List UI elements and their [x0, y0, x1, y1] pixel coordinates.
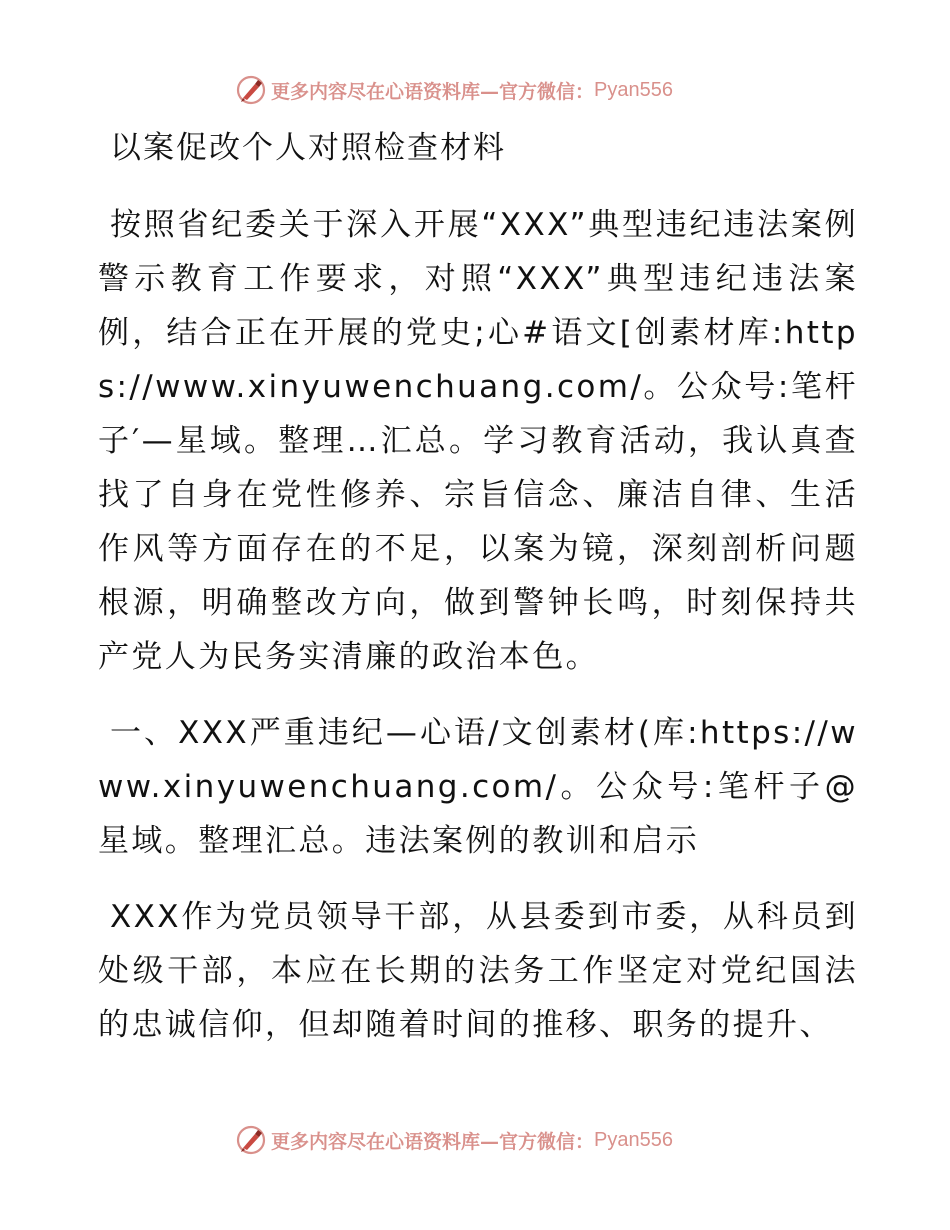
pen-in-circle-icon	[235, 1124, 267, 1156]
paragraph-section-heading: 一、XXX严重违纪—心语/文创素材(库:https://www.xinyuwenchuang.com/。公众号:笔杆子@星域。整理汇总。违法案例的教训和启示	[98, 715, 858, 859]
document-title: 以案促改个人对照检查材料	[110, 130, 506, 166]
watermark-wechat-id: Pyan556	[594, 78, 673, 101]
watermark-text: 更多内容尽在心语资料库—官方微信：	[271, 80, 595, 103]
paragraph-intro: 按照省纪委关于深入开展“XXX”典型违纪违法案例警示教育工作要求，对照“XXX”典型违纪违法案例，结合正在开展的党史;心#语文[创素材库:https://www.xinyuwenchuang.com/。公众号:笔杆子′—星域。整理…汇总。学习教育活动，我认真查找了自身在党性修养、宗旨信念、廉洁自律、生活作风等方面存在的不足，以案为镜，深刻剖析问题根源，明确整改方向，做到警钟长鸣，时刻保持共产党人为民务实清廉的政治本色。	[98, 207, 858, 675]
paragraph-case-body: XXX作为党员领导干部，从县委到市委，从科员到处级干部，本应在长期的法务工作坚定对党纪国法的忠诚信仰，但却随着时间的推移、职务的提升、	[98, 899, 858, 1043]
watermark-wechat-id: Pyan556	[594, 1128, 673, 1151]
header-watermark	[235, 73, 673, 107]
document-body	[98, 122, 858, 1074]
footer-watermark	[235, 1123, 673, 1157]
watermark-text: 更多内容尽在心语资料库—官方微信：	[271, 1130, 595, 1153]
pen-in-circle-icon	[235, 74, 267, 106]
